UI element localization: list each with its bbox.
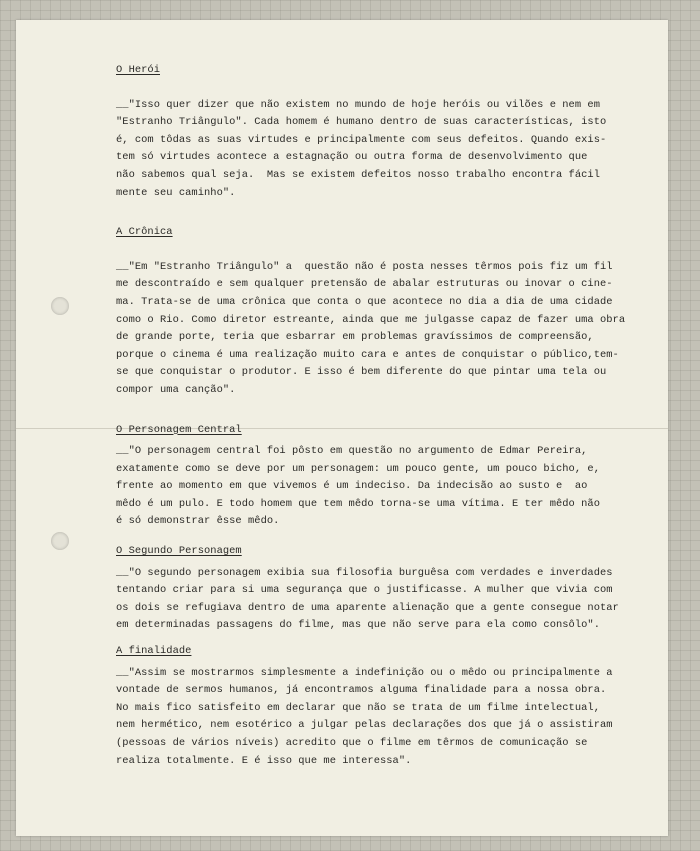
section-heading: O Segundo Personagem <box>116 545 242 558</box>
text-line: frente ao momento em que vivemos é um indeciso. Da indecisão ao susto e ao <box>116 480 588 493</box>
text-line: porque o cinema é uma realização muito cara e antes de conquistar o público,tem- <box>116 348 619 361</box>
text-line: __"O personagem central foi pôsto em questão no argumento de Edmar Pereira, <box>116 445 588 458</box>
text-line: se que conquistar o produtor. E isso é bem diferente do que pintar uma tela ou <box>116 366 607 379</box>
text-line: vontade de sermos humanos, já encontramos alguma finalidade para a nossa obra. <box>116 684 607 697</box>
text-line: é só demonstrar êsse mêdo. <box>116 515 280 528</box>
section-paragraph <box>116 565 619 635</box>
text-line: me descontraído e sem qualquer pretensão de abalar estruturas ou inovar o cine- <box>116 278 613 291</box>
text-line: ma. Trata-se de uma crônica que conta o que acontece no dia a dia de uma cidade <box>116 295 613 308</box>
text-line: nem hermético, nem esotérico a julgar pelas declarações dos que já o assistiram <box>116 719 613 732</box>
punch-hole-bottom <box>51 532 69 550</box>
section-personagem-central <box>116 422 616 532</box>
section-heroi <box>116 62 616 202</box>
text-line: é, com tôdas as suas virtudes e principalmente com seus defeitos. Quando exis- <box>116 133 607 146</box>
text-line: exatamente como se deve por um personagem: um pouco gente, um pouco bicho, e, <box>116 462 600 475</box>
section-cronica <box>116 224 626 399</box>
text-line: __"Em "Estranho Triângulo" a questão não é posta nesses têrmos pois fiz um fil <box>116 260 613 273</box>
section-heading: A Crônica <box>116 226 173 239</box>
section-segundo-personagem <box>116 543 619 635</box>
section-finalidade <box>116 643 616 770</box>
section-paragraph <box>116 97 616 203</box>
text-line: __"Assim se mostrarmos simplesmente a indefinição ou o mêdo ou principalmente a <box>116 666 613 679</box>
punch-hole-top <box>51 297 69 315</box>
text-line: não sabemos qual seja. Mas se existem defeitos nosso trabalho encontra fácil <box>116 168 600 181</box>
text-line: tem só virtudes acontece a estagnação ou outra forma de desenvolvimento que <box>116 151 588 164</box>
document-body <box>116 62 626 770</box>
text-line: "Estranho Triângulo". Cada homem é humano dentro de suas características, isto <box>116 116 607 129</box>
section-heading: A finalidade <box>116 645 192 658</box>
section-paragraph <box>116 443 616 531</box>
text-line: __"Isso quer dizer que não existem no mundo de hoje heróis ou vilões e nem em <box>116 98 600 111</box>
text-line: (pessoas de vários níveis) acredito que o filme em têrmos de comunicação se <box>116 737 588 749</box>
text-line: como o Rio. Como diretor estreante, ainda que me julgasse capaz de fazer uma obra <box>116 313 626 326</box>
text-line: os dois se refugiava dentro de uma aparente alienação que a gente consegue notar <box>116 601 619 614</box>
section-paragraph <box>116 259 626 400</box>
text-line: No mais fico satisfeito em declarar que não se trata de um filme intelectual, <box>116 701 600 714</box>
section-heading: O Herói <box>116 64 160 76</box>
section-paragraph <box>116 665 616 771</box>
text-line: tentando criar para si uma segurança que o justificasse. A mulher que vivia com <box>116 584 613 597</box>
text-line: __"O segundo personagem exibia sua filosofia burguêsa com verdades e inverdades <box>116 566 613 579</box>
text-line: em determinadas passagens do filme, mas que não serve para ela como consôlo". <box>116 619 600 632</box>
text-line: mêdo é um pulo. E todo homem que tem mêdo torna-se uma vítima. E ter mêdo não <box>116 497 600 510</box>
text-line: compor uma canção". <box>116 383 236 396</box>
text-line: realiza totalmente. E é isso que me interessa". <box>116 754 412 767</box>
text-line: de grande porte, teria que esbarrar em problemas gravíssimos de compreensão, <box>116 331 594 344</box>
text-line: mente seu caminho". <box>116 186 236 199</box>
section-heading: O Personagem Central <box>116 423 242 436</box>
